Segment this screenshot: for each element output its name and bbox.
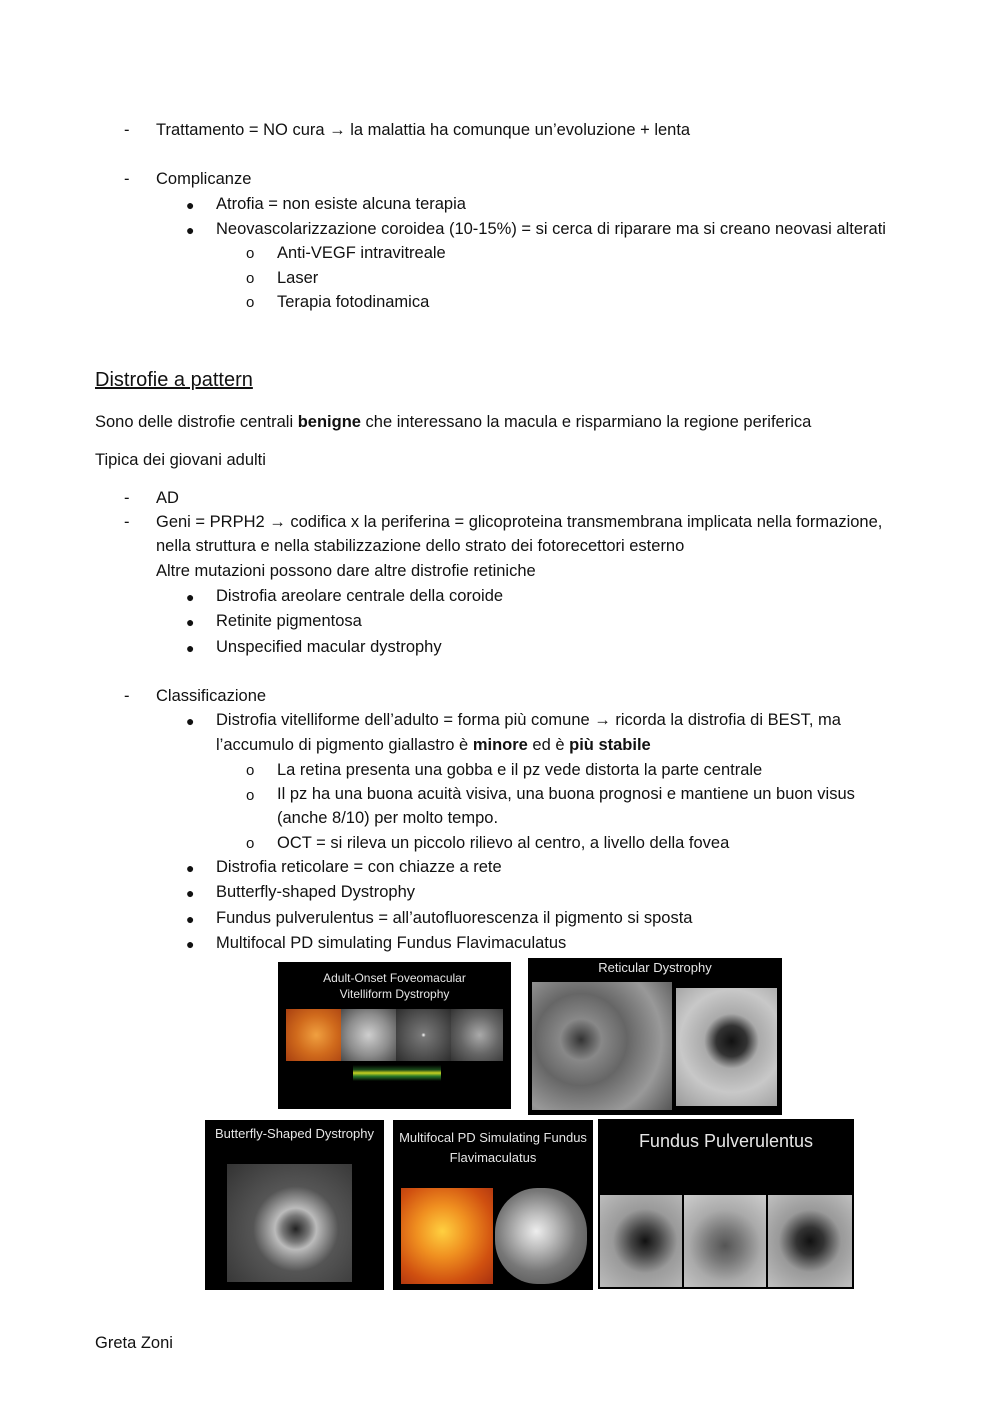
bullet-marker: ● [186, 713, 195, 729]
circle-marker: o [246, 762, 255, 779]
dash-marker: - [124, 170, 130, 188]
angiogram-panel [341, 1009, 396, 1061]
geni-line-3: Altre mutazioni possono dare altre distrofie retiniche [156, 562, 536, 580]
footer-author: Greta Zoni [95, 1334, 173, 1352]
circle-marker: o [246, 245, 255, 262]
figure-butterfly-caption: Butterfly-Shaped Dystrophy [215, 1126, 374, 1141]
figure-reticular [528, 958, 782, 1115]
figure-vitelliform [278, 962, 511, 1109]
angiogram-panel [600, 1195, 682, 1287]
figure-reticular-caption: Reticular Dystrophy [598, 960, 712, 975]
bullet-marker: ● [186, 911, 195, 927]
fundus-photo [286, 1009, 341, 1061]
dash-marker: - [124, 121, 130, 139]
vit-sub-1: La retina presenta una gobba e il pz vede distorta la parte centrale [277, 761, 763, 779]
atrofia-item: Atrofia = non esiste alcuna terapia [216, 195, 466, 213]
dash-marker: - [124, 513, 130, 531]
laser-item: Laser [277, 269, 319, 287]
figure-butterfly [205, 1120, 384, 1290]
multifocal-item: Multifocal PD simulating Fundus Flavimaculatus [216, 934, 567, 952]
angiogram-panel [684, 1195, 766, 1287]
angiogram-panel [532, 982, 672, 1110]
figure-multifocal-caption: Multifocal PD Simulating Fundus Flavimaculatus [399, 1130, 587, 1165]
tipica-paragraph: Tipica dei giovani adulti [95, 451, 266, 469]
bullet-marker: ● [186, 885, 195, 901]
circle-marker: o [246, 270, 255, 287]
classificazione-item: Classificazione [156, 687, 267, 705]
ad-item: AD [156, 489, 179, 507]
neovasc-item: Neovascolarizzazione coroidea (10-15%) = si cerca di riparare ma si creano neovasi alterati [216, 220, 886, 238]
dash-marker: - [124, 687, 130, 705]
geni-line-2: nella struttura e nella stabilizzazione dello strato dei fotorecettori esterno [156, 537, 685, 555]
fundus-item: Fundus pulverulentus = all’autofluorescenza il pigmento si sposta [216, 909, 693, 927]
bullet-marker: ● [186, 640, 195, 656]
vitelliforme-line-1: Distrofia vitelliforme dell’adulto = forma più comune → ricorda la distrofia di BEST, ma [216, 711, 841, 729]
retinite-item: Retinite pigmentosa [216, 612, 362, 630]
angiogram-panel [227, 1164, 352, 1282]
bullet-marker: ● [186, 936, 195, 952]
angiogram-panel [396, 1009, 451, 1061]
autofluorescence-panel [451, 1009, 503, 1061]
figure-vitelliform-caption: Adult-Onset Foveomacular Vitelliform Dystrophy [323, 971, 466, 1001]
autofluorescence-panel [495, 1188, 587, 1284]
butterfly-item: Butterfly-shaped Dystrophy [216, 883, 416, 901]
fundus-photo [401, 1188, 493, 1284]
vit-sub-2-line-1: Il pz ha una buona acuità visiva, una buona prognosi e mantiene un buon visus [277, 785, 855, 803]
bullet-marker: ● [186, 860, 195, 876]
unspecified-item: Unspecified macular dystrophy [216, 638, 442, 656]
angiogram-panel [768, 1195, 852, 1287]
dash-marker: - [124, 489, 130, 507]
figure-fundus-pulverulentus [598, 1119, 854, 1289]
bullet-marker: ● [186, 614, 195, 630]
intro-paragraph: Sono delle distrofie centrali benigne che interessano la macula e risparmiano la regione periferica [95, 413, 812, 431]
figure-fundus-caption: Fundus Pulverulentus [638, 1131, 814, 1151]
bullet-marker: ● [186, 589, 195, 605]
autofluorescence-panel [676, 988, 777, 1106]
terapia-item: Terapia fotodinamica [277, 293, 430, 311]
reticolare-item: Distrofia reticolare = con chiazze a rete [216, 858, 502, 876]
vit-sub-2-line-2: (anche 8/10) per molto tempo. [277, 809, 499, 827]
figure-multifocal [393, 1120, 593, 1290]
circle-marker: o [246, 787, 255, 804]
vitelliforme-line-2: l’accumulo di pigmento giallastro è minore ed è più stabile [216, 736, 651, 754]
distrofia-areolare-item: Distrofia areolare centrale della coroide [216, 587, 504, 605]
bullet-marker: ● [186, 222, 195, 238]
antivegf-item: Anti-VEGF intravitreale [277, 244, 446, 262]
trattamento-item: Trattamento = NO cura → la malattia ha comunque un’evoluzione + lenta [156, 121, 691, 139]
vit-sub-3: OCT = si rileva un piccolo rilievo al centro, a livello della fovea [277, 834, 730, 852]
circle-marker: o [246, 835, 255, 852]
bullet-marker: ● [186, 197, 195, 213]
oct-scan [353, 1065, 441, 1081]
complicanze-item: Complicanze [156, 170, 252, 188]
section-title: Distrofie a pattern [95, 369, 253, 391]
circle-marker: o [246, 294, 255, 311]
geni-line-1: Geni = PRPH2 → codifica x la periferina = glicoproteina transmembrana implicata nella formazione, [156, 513, 883, 531]
